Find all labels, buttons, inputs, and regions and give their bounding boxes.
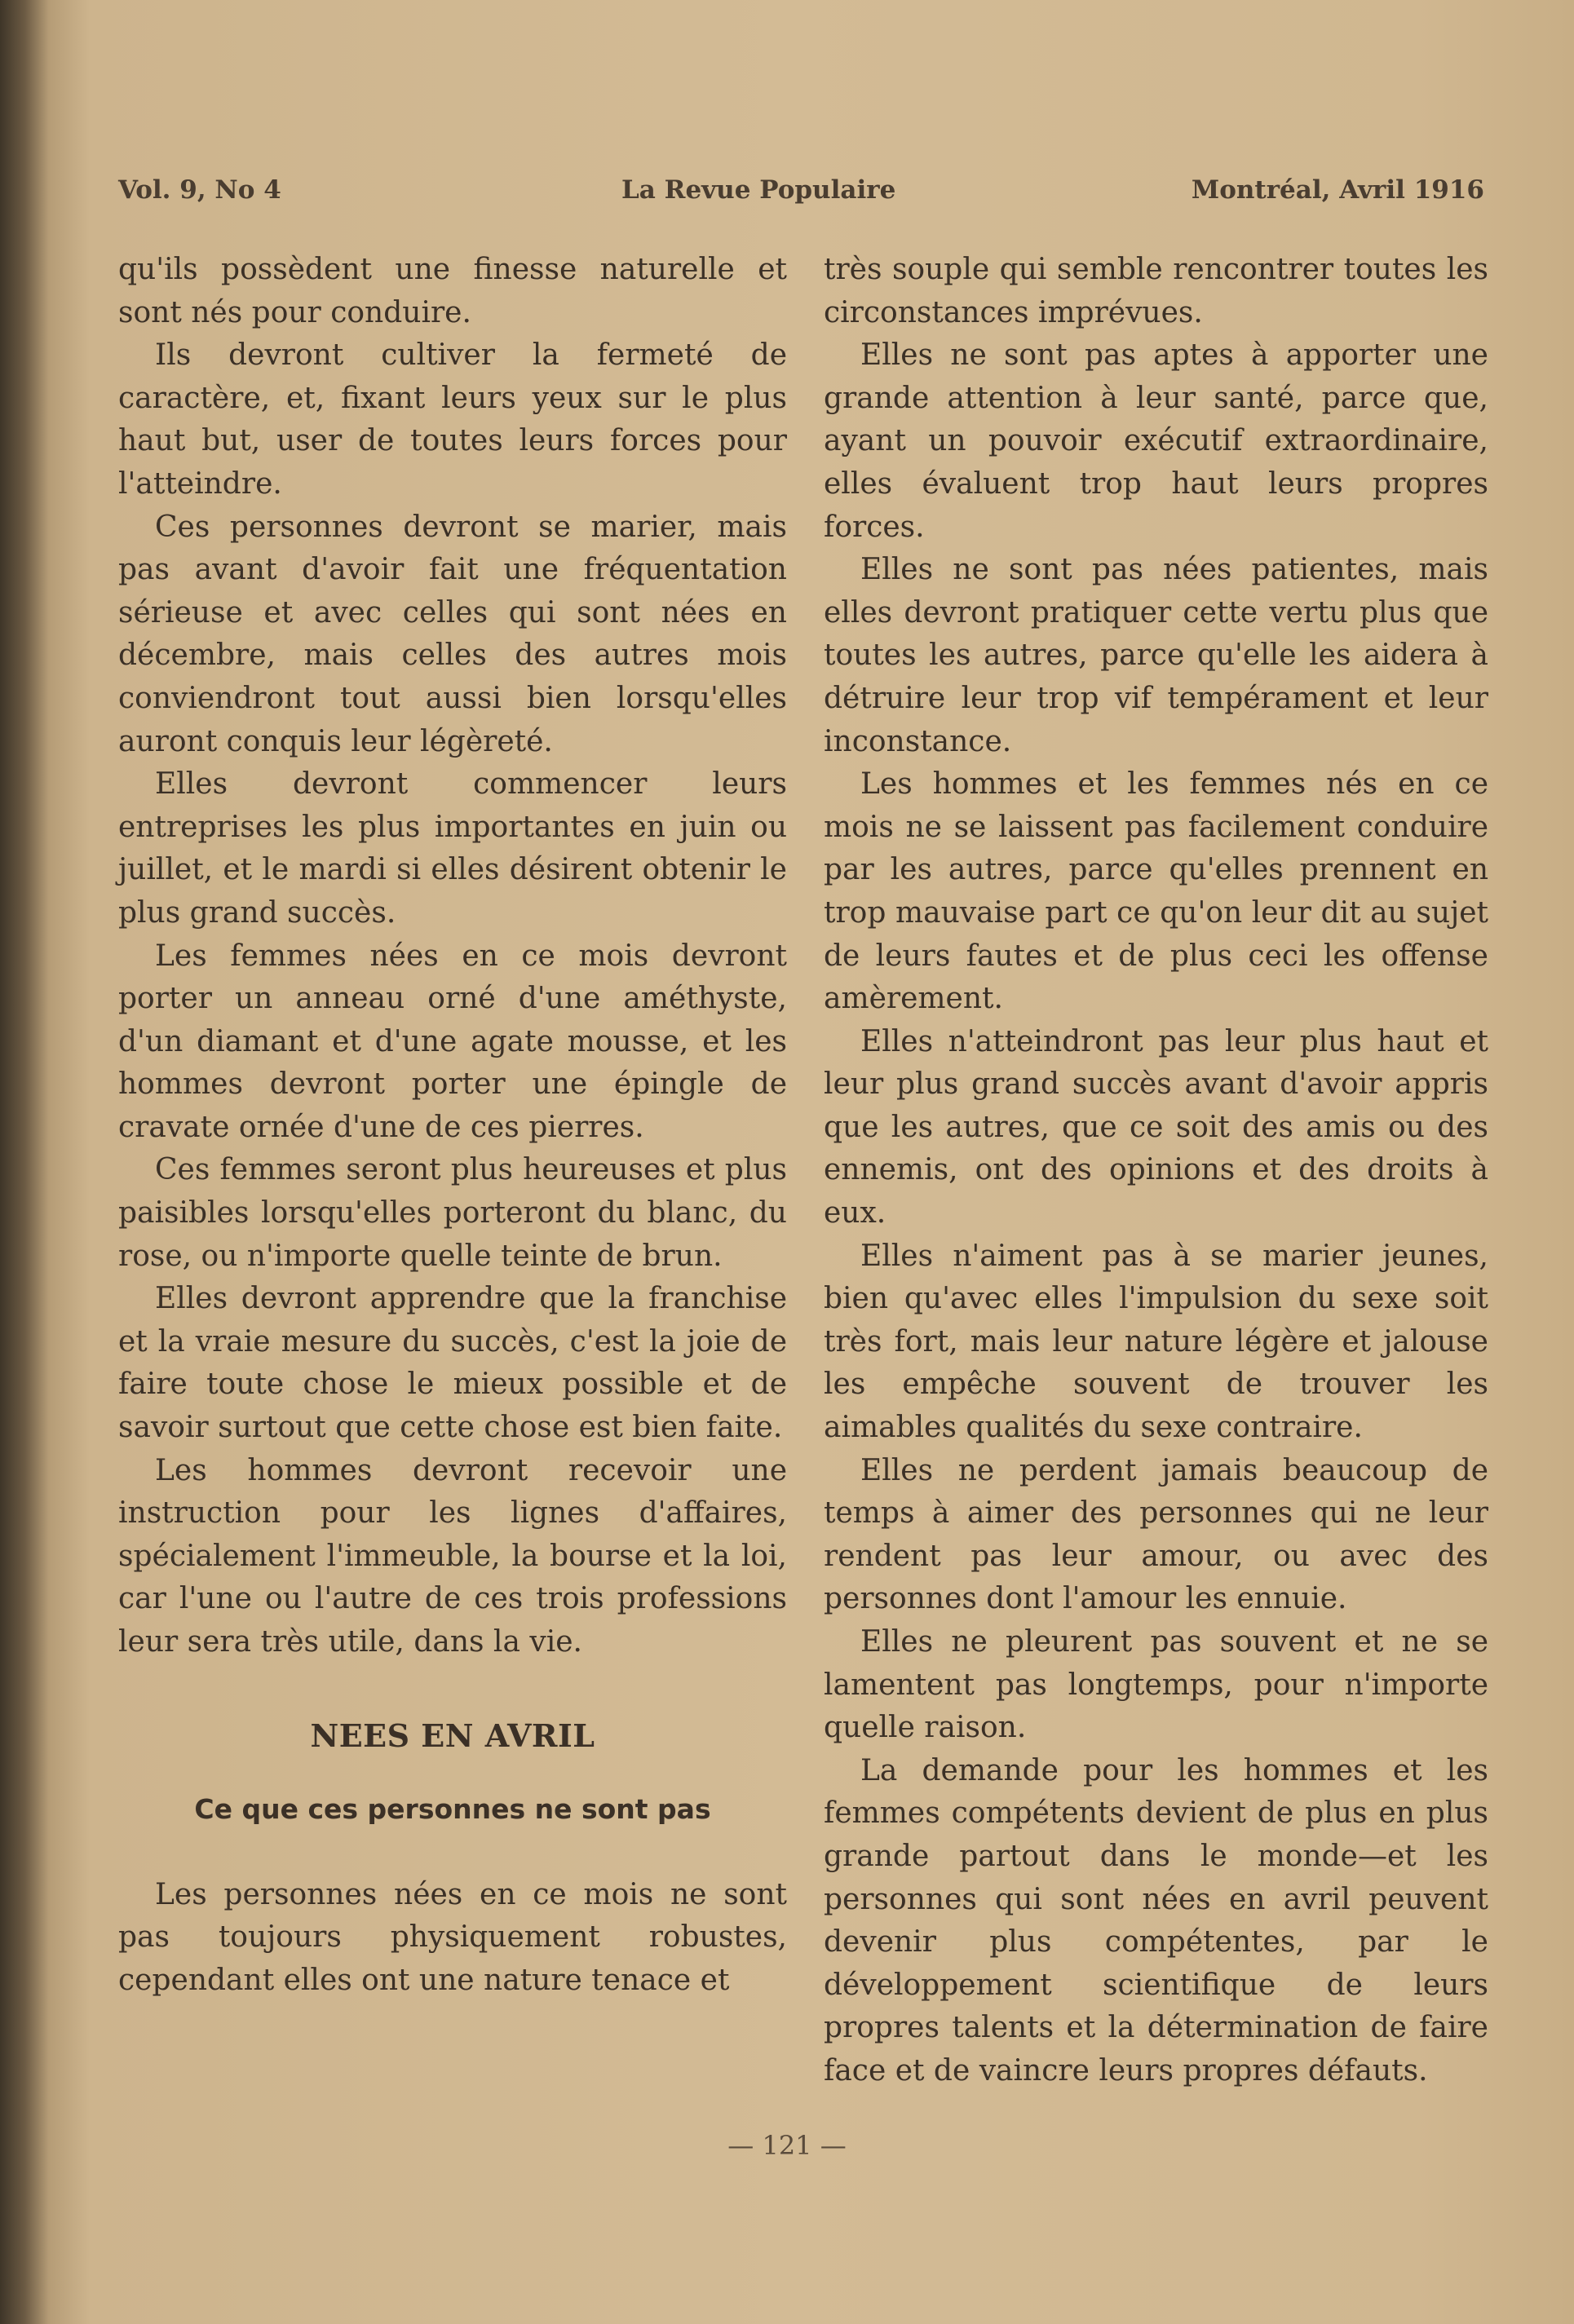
paragraph: Les hommes devront recevoir une instruction pour les lignes d'affaires, spécialement l'immeuble, la bourse et la loi, car l'une ou l'autre de ces trois professions leur sera très utile, dans la vie. [118, 1453, 787, 1659]
paragraph: Les femmes nées en ce mois devront porter un anneau orné d'une améthyste, d'un diamant et d'une agate mousse, et les hommes devront porter une épingle de cravate ornée d'une de ces pierres. [118, 939, 787, 1144]
paragraph: La demande pour les hommes et les femmes compétents devient de plus en plus grande partout dans le monde—et les personnes qui sont nées en avril peuvent devenir plus compétentes, par le développement scientifique de leurs propres talents et la détermination de faire face et de vaincre leurs propres défauts. [824, 1753, 1488, 2088]
section-heading: NEES EN AVRIL [310, 1716, 595, 1754]
paragraph: Ils devront cultiver la fermeté de caractère, et, fixant leurs yeux sur le plus haut but, user de toutes leurs forces pour l'atteindre. [118, 338, 787, 501]
page-number: — 121 — [727, 2130, 847, 2161]
left-column [118, 249, 787, 2003]
paragraph: Elles ne perdent jamais beaucoup de temps à aimer des personnes qui ne leur rendent pas leur amour, ou avec des personnes dont l'amour les ennuie. [824, 1453, 1488, 1616]
paragraph: Les hommes et les femmes nés en ce mois ne se laissent pas facilement conduire par les autres, parce qu'elles prennent en trop mauvaise part ce qu'on leur dit au sujet de leurs fautes et de plus ceci les offense amèrement. [824, 767, 1488, 1016]
section-subheading: Ce que ces personnes ne sont pas [194, 1793, 711, 1826]
paragraph: Elles devront commencer leurs entreprises les plus importantes en juin ou juillet, et le mardi si elles désirent obtenir le plus grand succès. [118, 767, 787, 930]
paragraph: Elles devront apprendre que la franchise et la vraie mesure du succès, c'est la joie de faire toute chose le mieux possible et de savoir surtout que cette chose est bien faite. [118, 1282, 787, 1445]
paragraph: Elles n'atteindront pas leur plus haut et leur plus grand succès avant d'avoir appris que les autres, que ce soit des amis ou des ennemis, ont des opinions et des droits à eux. [824, 1024, 1488, 1230]
paragraph: qu'ils possèdent une finesse naturelle et sont nés pour conduire. [118, 253, 787, 329]
paragraph: Ces personnes devront se marier, mais pas avant d'avoir fait une fréquentation sérieuse et avec celles qui sont nées en décembre, mais celles des autres mois conviendront tout aussi bien lorsqu'elles auront conquis leur légèreté. [118, 510, 787, 758]
volume-number: Vol. 9, No 4 [118, 175, 281, 205]
paragraph: Elles n'aiment pas à se marier jeunes, bien qu'avec elles l'impulsion du sexe soit très fort, mais leur nature légère et jalouse les empêche souvent de trouver les aimables qualités du sexe contraire. [824, 1239, 1488, 1445]
paragraph: Elles ne pleurent pas souvent et ne se lamentent pas longtemps, pour n'importe quelle raison. [824, 1625, 1488, 1745]
right-column [824, 249, 1488, 2093]
paragraph: Elles ne sont pas nées patientes, mais elles devront pratiquer cette vertu plus que toutes les autres, parce qu'elle les aidera à détruire leur trop vif tempérament et leur inconstance. [824, 553, 1488, 758]
paragraph: Ces femmes seront plus heureuses et plus paisibles lorsqu'elles porteront du blanc, du rose, ou n'importe quelle teinte de brun. [118, 1153, 787, 1273]
magazine-title: La Revue Populaire [621, 175, 896, 205]
running-header [118, 175, 1484, 216]
paragraph: Les personnes nées en ce mois ne sont pas toujours physiquement robustes, cependant elles ont une nature tenace et [118, 1877, 787, 1997]
paragraph: très souple qui semble rencontrer toutes les circonstances imprévues. [824, 253, 1488, 329]
issue-date: Montréal, Avril 1916 [1191, 175, 1484, 205]
paragraph: Elles ne sont pas aptes à apporter une grande attention à leur santé, parce que, ayant un pouvoir exécutif extraordinaire, elles évaluent trop haut leurs propres forces. [824, 338, 1488, 544]
